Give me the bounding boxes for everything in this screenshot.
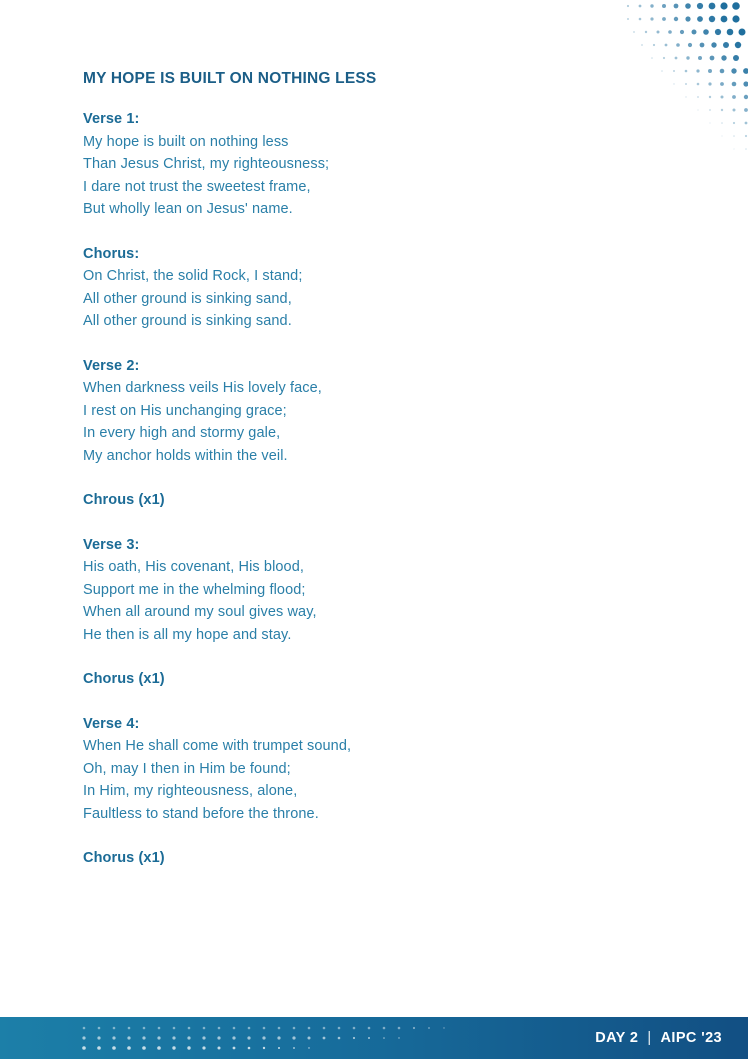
lyric-block: [83, 108, 643, 221]
lyric-block-heading: Verse 2:: [83, 357, 140, 374]
lyric-line: All other ground is sinking sand.: [83, 313, 292, 329]
footer-event-label: AIPC '23: [660, 1030, 722, 1046]
lyric-block-heading: Chorus (x1): [83, 671, 165, 687]
lyric-line: When darkness veils His lovely face,: [83, 380, 322, 396]
lyric-block: [83, 668, 643, 691]
lyric-line: Support me in the whelming flood;: [83, 581, 306, 598]
footer-dot-pattern-icon: [78, 1024, 468, 1052]
lyric-line: Than Jesus Christ, my righteousness;: [83, 156, 330, 172]
lyric-block-heading: Verse 3:: [83, 536, 140, 553]
lyric-block: [83, 713, 643, 826]
footer-day-label: DAY 2: [595, 1030, 639, 1046]
lyric-line: Faultless to stand before the throne.: [83, 805, 319, 822]
lyric-block-heading: Verse 4:: [83, 715, 140, 732]
lyric-line: Oh, may I then in Him be found;: [83, 760, 291, 777]
lyric-block: [83, 534, 643, 647]
lyric-line: All other ground is sinking sand,: [83, 290, 292, 307]
song-title: MY HOPE IS BUILT ON NOTHING LESS: [83, 70, 377, 87]
footer-bar: [0, 1017, 748, 1059]
lyric-block-heading: Chorus:: [83, 245, 140, 262]
lyric-line: In every high and stormy gale,: [83, 425, 281, 441]
lyric-block: [83, 847, 643, 870]
lyric-line: When He shall come with trumpet sound,: [83, 738, 352, 754]
lyric-block: [83, 355, 643, 468]
lyric-line: He then is all my hope and stay.: [83, 626, 292, 643]
lyric-block-heading: Verse 1:: [83, 111, 140, 127]
lyric-block-heading: Chorus (x1): [83, 850, 165, 866]
lyric-line: His oath, His covenant, His blood,: [83, 559, 305, 575]
lyric-line: My hope is built on nothing less: [83, 133, 289, 150]
footer-label-group: [595, 1017, 722, 1059]
lyric-block-heading: Chrous (x1): [83, 492, 165, 508]
lyric-line: I dare not trust the sweetest frame,: [83, 178, 311, 195]
lyric-block: [83, 489, 643, 512]
footer-separator: |: [647, 1030, 652, 1046]
lyrics-body: [83, 108, 643, 870]
lyric-line: I rest on His unchanging grace;: [83, 402, 287, 419]
lyric-line: On Christ, the solid Rock, I stand;: [83, 268, 303, 284]
lyric-line: In Him, my righteousness, alone,: [83, 783, 298, 799]
lyric-block: [83, 243, 643, 333]
lyric-line: When all around my soul gives way,: [83, 604, 317, 620]
lyric-line: But wholly lean on Jesus' name.: [83, 201, 293, 217]
lyric-line: My anchor holds within the veil.: [83, 447, 288, 464]
